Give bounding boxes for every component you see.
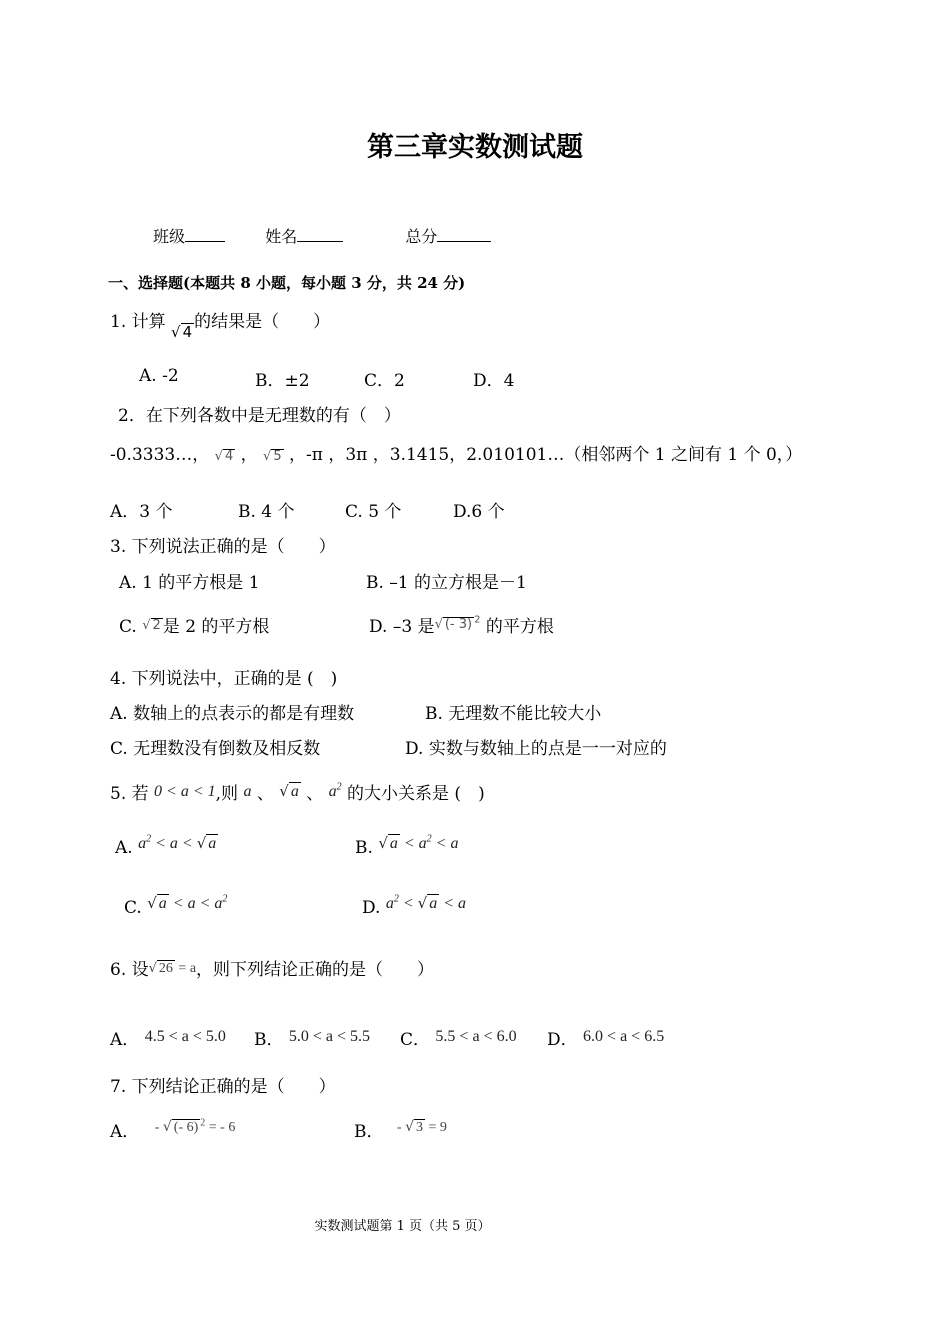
name-label: 姓名	[265, 227, 298, 246]
q2-number-list: -0.3333…， √ 4 ， √ 5 ，-π ，3π ，3.1415，2.010101…（相邻两个 1 之间有 1 个 0，）	[110, 445, 803, 465]
q6-option-d: D． 6.0 < a < 6.5	[547, 1028, 665, 1050]
q1-option-b: B．±2	[255, 371, 310, 391]
score-blank[interactable]	[437, 227, 491, 242]
q7-option-b: B． $^{- √ 3 = 9}$	[354, 1119, 447, 1142]
q6-stem: 6. 设√ 26 = a，则下列结论正确的是（ ）	[110, 960, 435, 980]
q5-option-a: A. $a^2 < a$ < √ a	[115, 833, 217, 858]
q6-option-c: C． 5.5 < a < 6.0	[400, 1028, 517, 1050]
q2-option-a: A．3 个	[110, 502, 173, 522]
q3-option-b: B. –1 的立方根是－1	[366, 573, 527, 593]
q4-option-c: C. 无理数没有倒数及相反数	[110, 739, 321, 759]
q2-stem: 2．在下列各数中是无理数的有（ ）	[118, 406, 401, 426]
score-label: 总分	[405, 227, 438, 246]
q1-option-c: C．2	[364, 371, 405, 391]
q6-option-a: A． 4.5 < a < 5.0	[110, 1028, 226, 1050]
q4-option-b: B. 无理数不能比较大小	[425, 704, 602, 724]
q2-option-c: C. 5 个	[345, 502, 402, 522]
class-blank[interactable]	[185, 227, 225, 242]
q7-option-a: A． $^{- √ (- 6) ^2 = - 6}$	[110, 1117, 236, 1142]
q3-option-d: D. –3 是$^{√ (- 3) ^2}$ 的平方根	[369, 614, 554, 637]
class-label: 班级	[153, 227, 186, 246]
page-footer: 实数测试题第 1 页（共 5 页）	[314, 1219, 491, 1234]
q7-stem: 7. 下列结论正确的是（ ）	[110, 1077, 336, 1097]
q1-option-a: A. -2	[139, 366, 179, 386]
q4-option-d: D. 实数与数轴上的点是一一对应的	[405, 739, 667, 759]
q5-option-d: D. $a^2$ < √ a < a	[362, 893, 466, 918]
q4-stem: 4. 下列说法中，正确的是 ( )	[110, 669, 338, 689]
header-fields	[153, 224, 491, 247]
q3-option-c: C. √ 2 是 2 的平方根	[119, 617, 270, 637]
q1-option-d: D．4	[473, 371, 515, 391]
page-title: 第三章实数测试题	[367, 132, 583, 163]
q5-stem: 5. 若 0 < a < 1,则 a 、 √ a 、 $a^2$ 的大小关系是 ( )	[110, 781, 485, 804]
section-heading: 一、选择题(本题共 8 小题，每小题 3 分，共 24 分)	[108, 274, 466, 292]
sqrt-symbol: √ 4	[171, 323, 193, 341]
q2-option-b: B. 4 个	[238, 502, 295, 522]
q3-option-a: A. 1 的平方根是 1	[119, 573, 260, 593]
q1-stem: 1. 计算 √ 4 的结果是（ ）	[110, 312, 331, 341]
q3-stem: 3. 下列说法正确的是（ ）	[110, 537, 336, 557]
q2-option-d: D.6 个	[453, 502, 505, 522]
q5-option-c: C. √ $a < a < a^2$	[124, 893, 228, 918]
q4-option-a: A. 数轴上的点表示的都是有理数	[110, 704, 355, 724]
q6-option-b: B． 5.0 < a < 5.5	[254, 1028, 371, 1050]
name-blank[interactable]	[297, 227, 343, 242]
q5-option-b: B. √ $a < a^2 < a$	[355, 833, 459, 858]
